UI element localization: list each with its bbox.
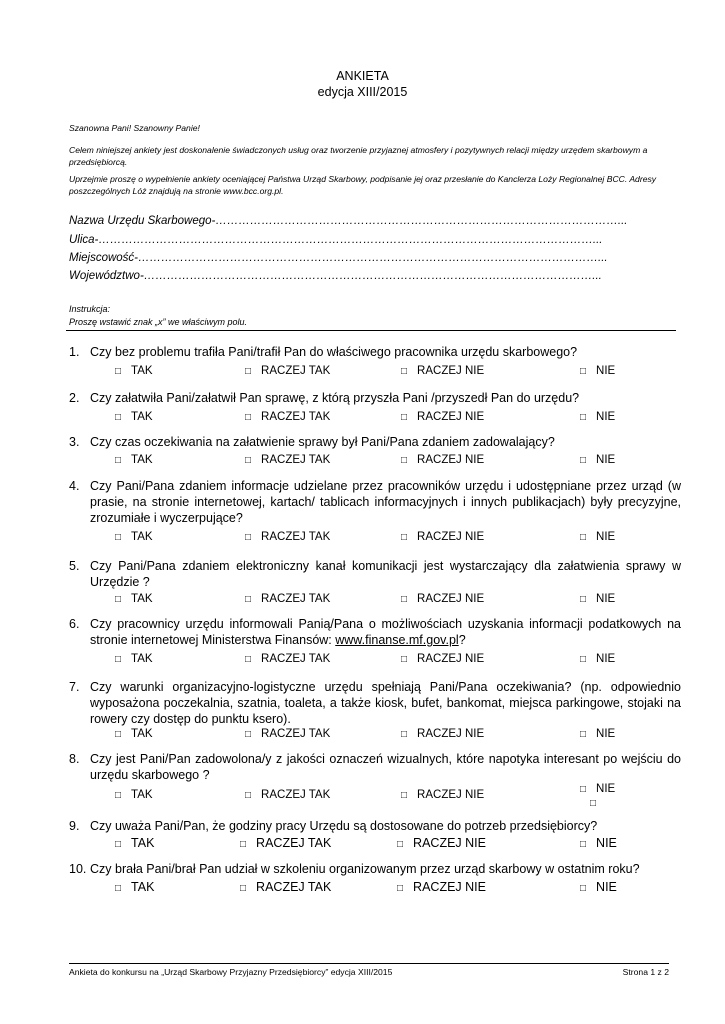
ministry-link[interactable]: www.finanse.mf.gov.pl	[335, 633, 459, 647]
option-no[interactable]: □ NIE	[580, 593, 616, 605]
checkbox-icon[interactable]: □	[115, 412, 122, 423]
option-yes[interactable]: □ TAK	[115, 411, 153, 423]
question-text: Czy warunki organizacyjno-logistyczne urzędu spełniają Pani/Pana oczekiwania? (np. odpowiednio wyposażona poczekalnia, szatnia, toaleta, a także kiosk, bufet, bankomat, miejsca parkingowe, stojaki na rowery czy dostęp do punktu ksero).	[90, 680, 681, 726]
question-text: Czy brała Pani/brał Pan udział w szkoleniu organizowanym przez urząd skarbowy w ostatnim roku?	[90, 862, 640, 876]
checkbox-icon[interactable]: □	[580, 883, 587, 894]
instruction-text: Proszę wstawić znak „x” we właściwym polu.	[69, 317, 248, 327]
option-yes[interactable]: □ TAK	[115, 653, 153, 665]
option-rather-no[interactable]: □ RACZEJ NIE	[397, 880, 486, 894]
checkbox-icon[interactable]: □	[245, 790, 252, 801]
option-rather-no[interactable]: □ RACZEJ NIE	[401, 789, 485, 801]
checkbox-icon[interactable]: □	[397, 883, 404, 894]
checkbox-icon[interactable]: □	[590, 798, 597, 809]
checkbox-icon[interactable]: □	[580, 654, 587, 665]
intro-paragraph-1: Celem niniejszej ankiety jest doskonalenie świadczonych usług oraz tworzenie przyjaznej atmosfery i pozytywnych relacji między urzędem skarbowym a przedsiębiorcą.	[69, 145, 648, 167]
intro-paragraph-2: Uprzejmie proszę o wypełnienie ankiety oceniającej Państwa Urząd Skarbowy, podpisanie jej oraz przesłanie do Kanclerza Loży Regionalnej BCC. Adresy poszczególnych Lóż znajdują na stronie www.bcc.org.pl.	[69, 174, 657, 196]
option-yes[interactable]: □ TAK	[115, 531, 153, 543]
option-rather-no[interactable]: □ RACZEJ NIE	[397, 836, 486, 850]
question-number: 4.	[69, 479, 80, 493]
question-text: Czy czas oczekiwania na załatwienie sprawy był Pani/Pana zdaniem zadowalający?	[90, 435, 555, 449]
survey-title: ANKIETA	[336, 69, 389, 83]
question-text: Czy uważa Pani/Pan, że godziny pracy Urzędu są dostosowane do potrzeb przedsiębiorcy?	[90, 819, 598, 833]
question-number: 10.	[69, 862, 87, 876]
option-no[interactable]: □ NIE	[580, 836, 617, 850]
question-number: 1.	[69, 345, 80, 359]
option-yes[interactable]: □ TAK	[115, 836, 155, 850]
option-rather-yes[interactable]: □ RACZEJ TAK	[245, 789, 331, 801]
option-rather-yes[interactable]: □ RACZEJ TAK	[245, 653, 331, 665]
option-no[interactable]: □ NIE	[580, 531, 616, 543]
checkbox-icon[interactable]: □	[580, 412, 587, 423]
checkbox-icon[interactable]: □	[401, 729, 408, 740]
checkbox-icon[interactable]: □	[397, 839, 404, 850]
greeting: Szanowna Pani! Szanowny Panie!	[69, 123, 200, 133]
option-rather-yes[interactable]: □ RACZEJ TAK	[245, 531, 331, 543]
checkbox-icon[interactable]: □	[245, 532, 252, 543]
checkbox-icon[interactable]: □	[115, 883, 122, 894]
option-rather-yes[interactable]: □ RACZEJ TAK	[240, 836, 332, 850]
checkbox-icon[interactable]: □	[240, 839, 247, 850]
option-rather-no[interactable]: □ RACZEJ NIE	[401, 531, 485, 543]
checkbox-icon[interactable]: □	[115, 594, 122, 605]
extra-checkbox[interactable]	[590, 796, 606, 811]
option-rather-yes[interactable]: □ RACZEJ TAK	[245, 365, 331, 377]
option-no[interactable]: □ NIE	[580, 411, 616, 423]
checkbox-icon[interactable]: □	[401, 594, 408, 605]
option-rather-yes[interactable]: □ RACZEJ TAK	[245, 411, 331, 423]
checkbox-icon[interactable]: □	[580, 839, 587, 850]
option-rather-no[interactable]: □ RACZEJ NIE	[401, 653, 485, 665]
checkbox-icon[interactable]: □	[245, 455, 252, 466]
question-text: Czy bez problemu trafiła Pani/trafił Pan do właściwego pracownika urzędu skarbowego?	[90, 345, 578, 359]
page-number: Strona 1 z 2	[622, 967, 669, 977]
checkbox-icon[interactable]: □	[245, 412, 252, 423]
question-number: 3.	[69, 435, 80, 449]
voivodeship-field[interactable]: Województwo-………………………………………………………………………………………………………...	[69, 270, 602, 282]
question-number: 6.	[69, 617, 80, 631]
option-rather-yes[interactable]: □ RACZEJ TAK	[240, 880, 332, 894]
option-rather-yes[interactable]: □ RACZEJ TAK	[245, 593, 331, 605]
checkbox-icon[interactable]: □	[401, 412, 408, 423]
question-text: Czy jest Pani/Pan zadowolona/y z jakości oznaczeń wizualnych, które napotyka interesant po wejściu do urzędu skarbowego ?	[90, 752, 681, 782]
street-field[interactable]: Ulica-…………………………………………………………………………………………………………………...	[69, 234, 603, 246]
option-yes[interactable]: □ TAK	[115, 728, 153, 740]
checkbox-icon[interactable]: □	[580, 784, 587, 795]
checkbox-icon[interactable]: □	[245, 654, 252, 665]
survey-subtitle: edycja XIII/2015	[317, 85, 408, 99]
checkbox-icon[interactable]: □	[401, 654, 408, 665]
question-text: Czy Pani/Pana zdaniem informacje udzielane przez pracowników urzędu i udostępniane przez urząd (w prasie, na stronie internetowej, kartach/ tablicach informacyjnych i innych publikacjach) były precyzyjne, zrozumiałe i wyczerpujące?	[90, 479, 681, 525]
checkbox-icon[interactable]: □	[580, 729, 587, 740]
city-field[interactable]: Miejscowość-…………………………………………………………………………………………………………...	[69, 252, 608, 264]
option-no[interactable]: □ NIE	[580, 728, 616, 740]
checkbox-icon[interactable]: □	[115, 790, 122, 801]
checkbox-icon[interactable]: □	[401, 532, 408, 543]
checkbox-icon[interactable]: □	[401, 366, 408, 377]
option-no[interactable]: □ NIE	[580, 365, 616, 377]
question-number: 8.	[69, 752, 80, 766]
checkbox-icon[interactable]: □	[245, 729, 252, 740]
option-no[interactable]: □ NIE	[580, 783, 616, 795]
option-yes[interactable]: □ TAK	[115, 789, 153, 801]
option-yes[interactable]: □ TAK	[115, 880, 155, 894]
option-yes[interactable]: □ TAK	[115, 365, 153, 377]
option-rather-no[interactable]: □ RACZEJ NIE	[401, 454, 485, 466]
option-no[interactable]: □ NIE	[580, 454, 616, 466]
option-rather-no[interactable]: □ RACZEJ NIE	[401, 365, 485, 377]
question-number: 5.	[69, 559, 80, 573]
checkbox-icon[interactable]: □	[240, 883, 247, 894]
option-rather-yes[interactable]: □ RACZEJ TAK	[245, 728, 331, 740]
checkbox-icon[interactable]: □	[401, 790, 408, 801]
instruction-label: Instrukcja:	[69, 304, 111, 314]
checkbox-icon[interactable]: □	[115, 532, 122, 543]
checkbox-icon[interactable]: □	[115, 455, 122, 466]
footer-divider	[69, 963, 669, 964]
divider	[66, 330, 676, 331]
option-no[interactable]: □ NIE	[580, 653, 616, 665]
checkbox-icon[interactable]: □	[245, 594, 252, 605]
option-rather-no[interactable]: □ RACZEJ NIE	[401, 593, 485, 605]
question-text: Czy załatwiła Pani/załatwił Pan sprawę, z którą przyszła Pani /przyszedł Pan do urzędu?	[90, 391, 580, 405]
checkbox-icon[interactable]: □	[115, 729, 122, 740]
question-number: 7.	[69, 680, 80, 694]
footer-text: Ankieta do konkursu na „Urząd Skarbowy Przyjazny Przedsiębiorcy” edycja XIII/2015	[69, 967, 393, 977]
option-yes[interactable]: □ TAK	[115, 454, 153, 466]
option-rather-yes[interactable]: □ RACZEJ TAK	[245, 454, 331, 466]
checkbox-icon[interactable]: □	[580, 366, 587, 377]
option-rather-no[interactable]: □ RACZEJ NIE	[401, 411, 485, 423]
checkbox-icon[interactable]: □	[401, 455, 408, 466]
checkbox-icon[interactable]: □	[115, 839, 122, 850]
option-rather-no[interactable]: □ RACZEJ NIE	[401, 728, 485, 740]
checkbox-icon[interactable]: □	[115, 654, 122, 665]
question-text: Czy pracownicy urzędu informowali Panią/Pana o możliwościach uzyskania informacji podatkowych na stronie internetowej Ministerstwa Finansów: www.finanse.mf.gov.pl?	[90, 617, 681, 647]
question-number: 9.	[69, 819, 80, 833]
checkbox-icon[interactable]: □	[115, 366, 122, 377]
checkbox-icon[interactable]: □	[580, 532, 587, 543]
question-number: 2.	[69, 391, 80, 405]
option-no[interactable]: □ NIE	[580, 880, 617, 894]
checkbox-icon[interactable]: □	[245, 366, 252, 377]
checkbox-icon[interactable]: □	[580, 594, 587, 605]
office-name-field[interactable]: Nazwa Urzędu Skarbowego-……………………………………………………………………………………………...	[69, 215, 628, 227]
question-text: Czy Pani/Pana zdaniem elektroniczny kanał komunikacji jest wystarczający dla załatwienia sprawy w Urzędzie ?	[90, 559, 681, 589]
checkbox-icon[interactable]: □	[580, 455, 587, 466]
option-yes[interactable]: □ TAK	[115, 593, 153, 605]
